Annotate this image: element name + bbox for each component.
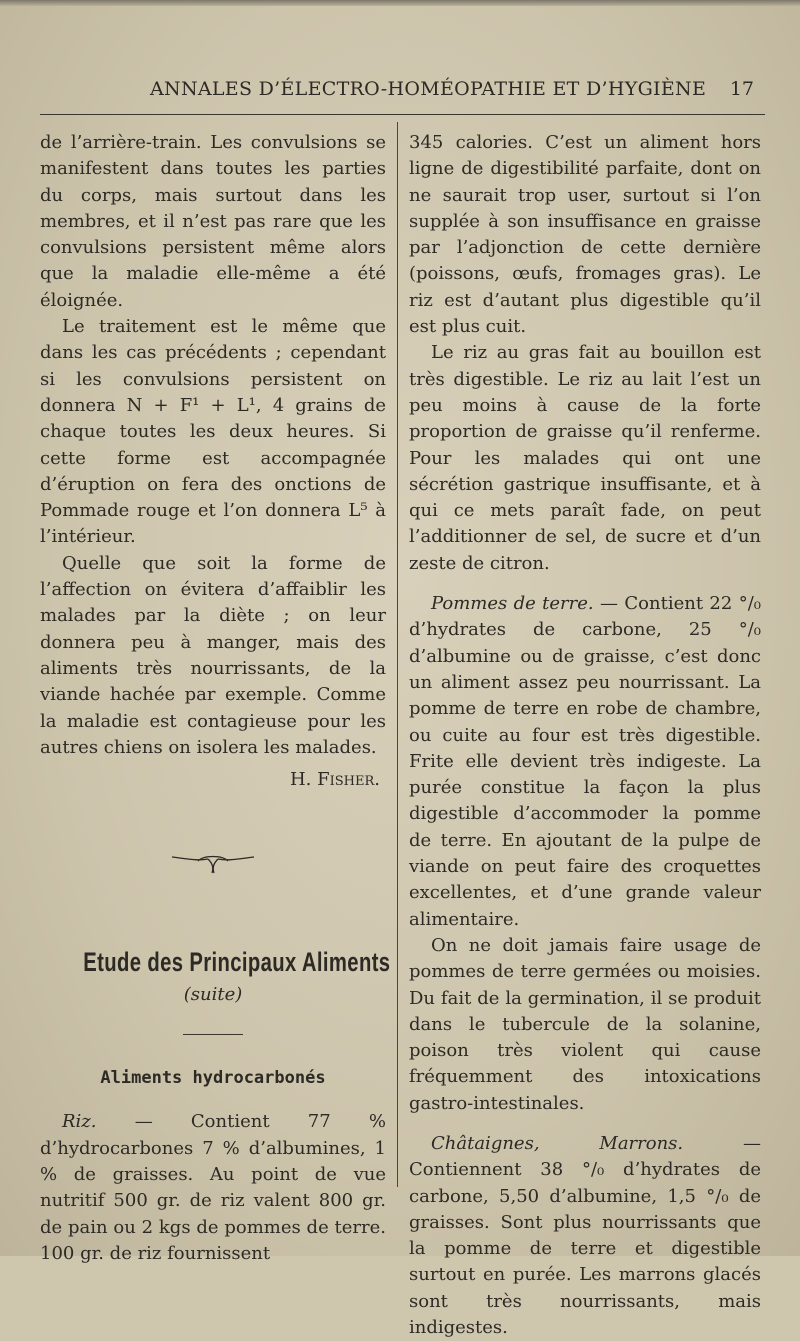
column-divider bbox=[397, 122, 398, 1187]
entry-text: — Contient 22 °/₀ d’hydrates de carbone, 25 °/₀ d’albumine ou de graisse, c’est donc un aliment assez peu nourrissant. La pomme de terre en robe de chambre, ou cuite au four est très digestible. Frite elle devient très indigeste. La purée constitue la façon la plus digestible d’accommoder la pomme de terre. En ajoutant de la pulpe de viande on peut faire des croquettes excellentes, et d’une grande valeur alimentaire. bbox=[409, 593, 761, 930]
section-title: Etude des Principaux Aliments bbox=[83, 947, 391, 978]
entry-text: — Contient 77 % d’hydrocarbones 7 % d’albumines, 1 % de graisses. Au point de vue nutritif 500 gr. de riz valent 800 gr. de pain ou 2 kgs de pommes de terre. 100 gr. de riz fournissent bbox=[40, 1111, 386, 1264]
author-signature: H. Fisher. bbox=[289, 769, 380, 791]
right-column bbox=[409, 130, 761, 1341]
paragraph bbox=[409, 591, 761, 933]
left-column bbox=[40, 130, 391, 1267]
page-number: 17 bbox=[729, 78, 754, 100]
paragraph: Quelle que soit la forme de l’affection on évitera d’affaiblir les malades par la diète ; on leur donnera peu à manger, mais des aliments très nourrissants, de la viande hachée par exemple. Comme la maladie est contagieuse pour les autres chiens on isolera les malades. bbox=[40, 552, 386, 758]
paragraph: 345 calories. C’est un aliment hors ligne de digestibilité parfaite, dont on ne saurait trop user, surtout si l’on supplée à son insuffisance en graisse par l’adjonction de cette dernière (poissons, œufs, fromages gras). Le riz est d’autant plus digestible qu’il est plus cuit. bbox=[409, 132, 761, 338]
journal-title: ANNALES D’ÉLECTRO-HOMÉOPATHIE ET D’HYGIÈNE bbox=[150, 78, 707, 100]
paragraph bbox=[409, 1131, 761, 1341]
section-rule bbox=[183, 1034, 243, 1035]
entry-text: — Contiennent 38 °/₀ d’hydrates de carbone, 5,50 d’albumine, 1,5 °/₀ de graisses. Sont plus nourrissants que la pomme de terre et digestible surtout en purée. Les marrons glacés sont très nourrissants, mais indigestes. bbox=[409, 1132, 761, 1339]
sub-heading: Aliments hydrocarbonés bbox=[100, 1068, 326, 1089]
section-subtitle: (suite) bbox=[183, 983, 243, 1005]
paragraph: On ne doit jamais faire usage de pommes de terre germées ou moisies. Du fait de la germination, il se produit dans le tubercule de la solanine, poison très violent qui cause fréquemment des intoxications gastro-intestinales. bbox=[409, 934, 761, 1114]
entry-label: Châtaignes, Marrons. bbox=[431, 1132, 684, 1154]
page-top-edge bbox=[0, 0, 800, 6]
paragraph: de l’arrière-train. Les convulsions se manifestent dans toutes les parties du corps, mais surtout dans les membres, et il n’est pas rare que les convulsions persistent même alors que la maladie elle-même a été éloignée. bbox=[40, 132, 386, 311]
entry-label: Riz. bbox=[62, 1111, 97, 1133]
paragraph bbox=[40, 1109, 386, 1267]
paragraph: Le traitement est le même que dans les cas précédents ; cependant si les convulsions persistent on donnera N + F¹ + L¹, 4 grains de chaque toutes les deux heures. Si cette forme est accompagnée d’éruption on fera des onctions de Pommade rouge et l’on donnera L⁵ à l’intérieur. bbox=[40, 316, 386, 548]
entry-label: Pommes de terre. bbox=[431, 593, 594, 615]
header-rule bbox=[40, 114, 765, 115]
fleuron-ornament-icon bbox=[168, 849, 258, 875]
paragraph: Le riz au gras fait au bouillon est très digestible. Le riz au lait l’est un peu moins à cause de la forte proportion de graisse qu’il renferme. Pour les malades qui ont une sécrétion gastrique insuffisante, et à qui ce mets paraît fade, on peut l’additionner de sel, de sucre et d’un zeste de citron. bbox=[409, 342, 761, 574]
running-header bbox=[0, 72, 800, 112]
